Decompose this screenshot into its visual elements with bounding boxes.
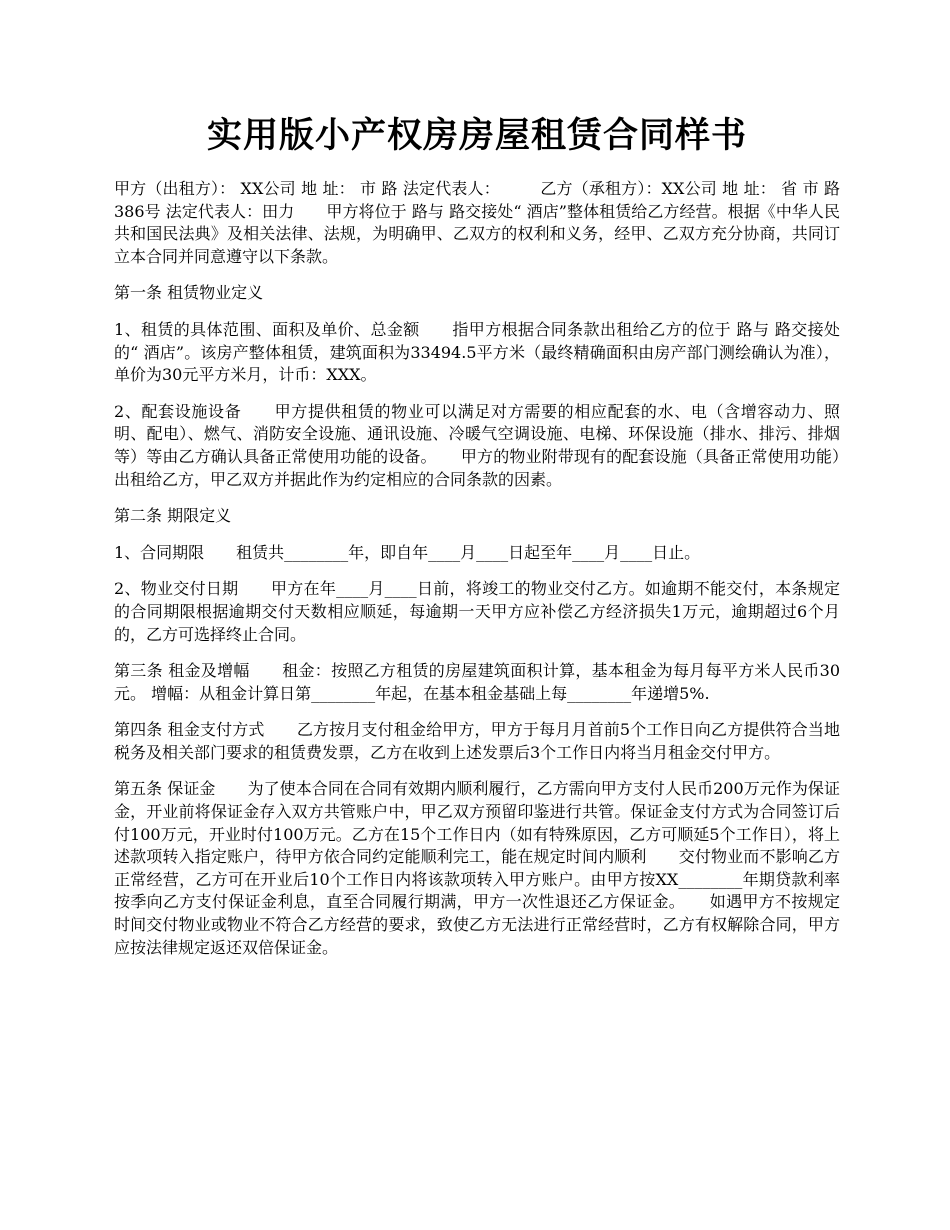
document-page [114,108,840,973]
contract-parties-paragraph: 甲方（出租方）： XX公司 地 址： 市 路 法定代表人： 乙方（承租方）：XX公司 地 址： 省 市 路386号 法定代表人：田力 甲方将位于 路与 路交接处“ 酒店”整体租赁给乙方经营。根据《中华人民共和国民法典》及相关法律、法规，为明确甲、乙双方的权利和义务，经甲、乙双方充分协商，共同订立本合同并同意遵守以下条款。 [114,179,840,266]
article-1-clause-1: 1、租赁的具体范围、面积及单价、总金额 指甲方根据合同条款出租给乙方的位于 路与 路交接处的“ 酒店”。该房产整体租赁，建筑面积为33494.5平方米（最终精确面积由房产部门测绘确认为准），单价为30元平方米月，计币：XXX。 [114,319,840,385]
article-2-clause-1: 1、合同期限 租赁共________年，即自年____月____日起至年____月____日止。 [114,542,701,562]
article-2-clause-2: 2、物业交付日期 甲方在年____月____日前，将竣工的物业交付乙方。如逾期不能交付，本条规定的合同期限根据逾期交付天数相应顺延，每逾期一天甲方应补偿乙方经济损失1万元，逾期超过6个月的，乙方可选择终止合同。 [114,579,840,644]
article-3-paragraph: 第三条 租金及增幅 租金：按照乙方租赁的房屋建筑面积计算，基本租金为每月每平方米人民币30元。 增幅：从租金计算日第________年起，在基本租金基础上每________年递增5%. [114,661,840,703]
article-1-clause-2: 2、配套设施设备 甲方提供租赁的物业可以满足对方需要的相应配套的水、电（含增容动力、照明、配电）、燃气、消防安全设施、通讯设施、冷暖气空调设施、电梯、环保设施（排水、排污、排烟等）等由乙方确认具备正常使用功能的设备。 甲方的物业附带现有的配套设施（具备正常使用功能）出租给乙方，甲乙双方并据此作为约定相应的合同条款的因素。 [114,401,840,489]
article-2-heading: 第二条 期限定义 [114,506,232,526]
article-4-paragraph: 第四条 租金支付方式 乙方按月支付租金给甲方，甲方于每月月首前5个工作日向乙方提供符合当地税务及相关部门要求的租赁费发票，乙方在收到上述发票后3个工作日内将当月租金交付甲方。 [114,720,840,762]
page-title: 实用版小产权房房屋租赁合同样书 [206,115,747,156]
article-5-paragraph: 第五条 保证金 为了使本合同在合同有效期内顺利履行，乙方需向甲方支付人民币200万元作为保证金，开业前将保证金存入双方共管账户中，甲乙双方预留印鉴进行共管。保证金支付方式为合同签订后付100万元，开业时付100万元。乙方在15个工作日内（如有特殊原因，乙方可顺延5个工作日），将上述款项转入指定账户，待甲方依合同约定能顺利完工，能在规定时间内顺利 交付物业而不影响乙方正常经营，乙方可在开业后10个工作日内将该款项转入甲方账户。由甲方按XX________年期贷款利率按季向乙方支付保证金利息，直至合同履行期满，甲方一次性退还乙方保证金。 如遇甲方不按规定时间交付物业或物业不符合乙方经营的要求，致使乙方无法进行正常经营时，乙方有权解除合同，甲方应按法律规定返还双倍保证金。 [114,779,840,957]
article-1-heading: 第一条 租赁物业定义 [114,283,264,303]
